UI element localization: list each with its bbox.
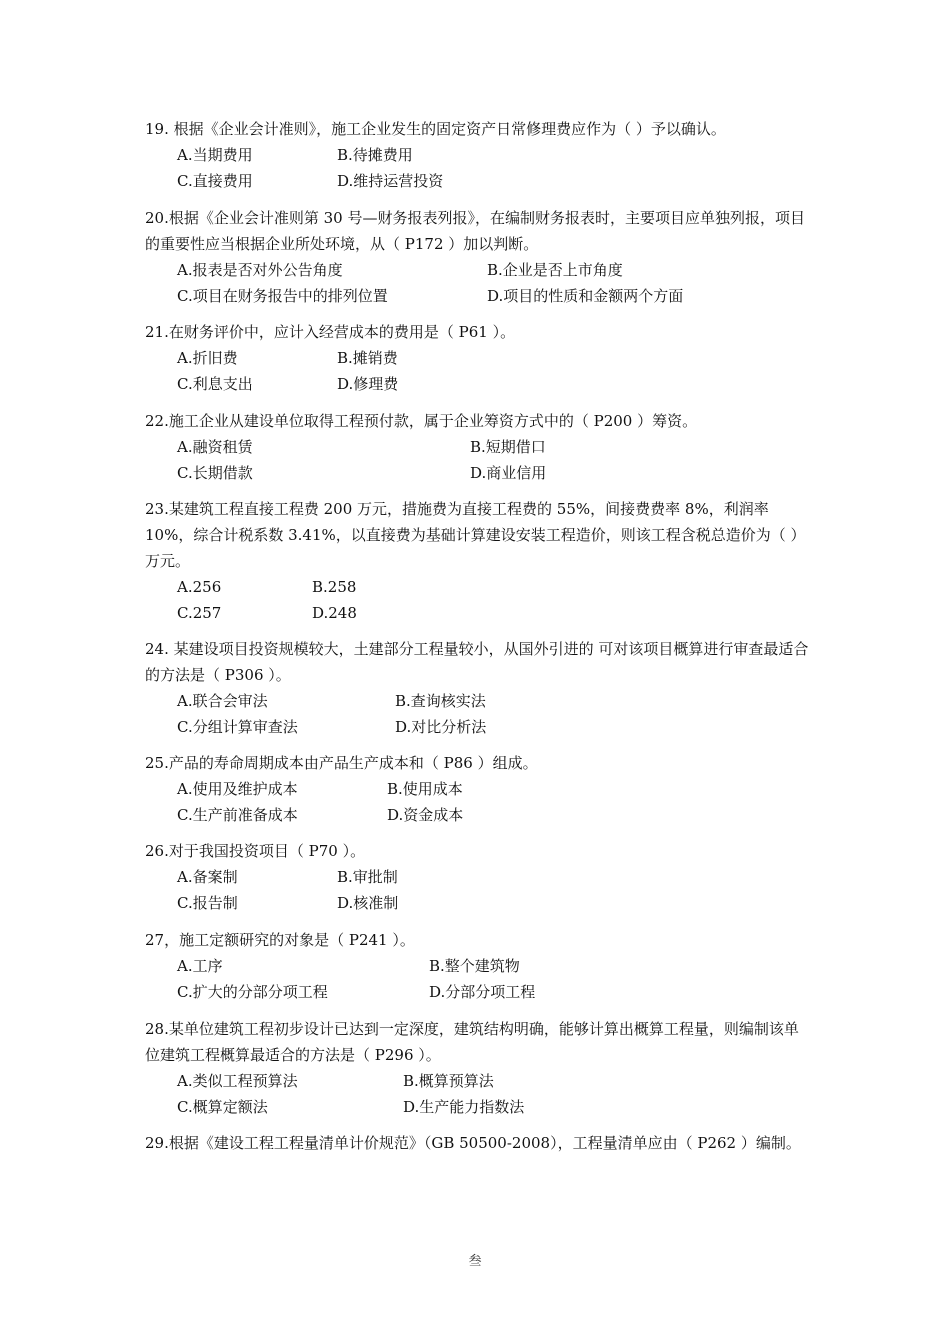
option-c: C.生产前准备成本 (177, 806, 298, 824)
option-d: D.修理费 (337, 375, 399, 393)
options (177, 864, 810, 916)
question-stem: 25.产品的寿命周期成本由产品生产成本和（ P86 ）组成。 (145, 754, 538, 772)
option-c: C.报告制 (177, 894, 238, 912)
option-a: A.报表是否对外公告角度 (177, 261, 343, 279)
question-28 (145, 1016, 810, 1120)
option-c: C.257 (177, 604, 222, 622)
options (177, 345, 810, 397)
question-19 (145, 116, 810, 194)
option-d: D.核准制 (337, 894, 399, 912)
question-stem: 23.某建筑工程直接工程费 200 万元，措施费为直接工程费的 55%，间接费费率 8%，利润率 10%，综合计税系数 3.41%，以直接费为基础计算建设安装工程造价，则该工程含税总造价为（ ）万元。 (145, 500, 806, 570)
option-c: C.分组计算审查法 (177, 718, 298, 736)
option-c: C.扩大的分部分项工程 (177, 983, 328, 1001)
option-b: B.审批制 (337, 868, 398, 886)
option-a: A.使用及维护成本 (177, 780, 298, 798)
option-a: A.折旧费 (177, 349, 238, 367)
options (177, 688, 810, 740)
option-b: B.企业是否上市角度 (487, 261, 623, 279)
option-d: D.248 (312, 604, 357, 622)
option-b: B.258 (312, 578, 357, 596)
options (177, 953, 810, 1005)
question-stem: 24. 某建设项目投资规模较大，土建部分工程量较小，从国外引进的 可对该项目概算进行审查最适合的方法是（ P306 ）。 (145, 640, 809, 684)
option-d: D.对比分析法 (395, 718, 487, 736)
option-b: B.整个建筑物 (429, 957, 520, 975)
option-a: A.工序 (177, 957, 223, 975)
option-b: B.概算预算法 (403, 1072, 494, 1090)
option-b: B.使用成本 (387, 780, 463, 798)
question-25 (145, 750, 810, 828)
question-stem: 28.某单位建筑工程初步设计已达到一定深度，建筑结构明确，能够计算出概算工程量，则编制该单位建筑工程概算最适合的方法是（ P296 ）。 (145, 1020, 799, 1064)
option-d: D.分部分项工程 (429, 983, 536, 1001)
question-24 (145, 636, 810, 740)
question-stem: 26.对于我国投资项目（ P70 ）。 (145, 842, 366, 860)
option-c: C.直接费用 (177, 172, 253, 190)
options (177, 257, 810, 309)
question-stem: 19. 根据《企业会计准则》，施工企业发生的固定资产日常修理费应作为（ ）予以确认。 (145, 120, 726, 138)
page-number: 叁 (468, 1254, 482, 1269)
option-c: C.项目在财务报告中的排列位置 (177, 287, 388, 305)
question-stem: 21.在财务评价中，应计入经营成本的费用是（ P61 ）。 (145, 323, 516, 341)
option-b: B.摊销费 (337, 349, 398, 367)
option-c: C.利息支出 (177, 375, 253, 393)
question-stem: 27，施工定额研究的对象是（ P241 ）。 (145, 931, 415, 949)
question-stem: 20.根据《企业会计准则第 30 号—财务报表列报》，在编制财务报表时，主要项目应单独列报，项目的重要性应当根据企业所处环境，从（ P172 ）加以判断。 (145, 209, 805, 253)
option-b: B.查询核实法 (395, 692, 486, 710)
options (177, 1068, 810, 1120)
question-stem: 29.根据《建设工程工程量清单计价规范》（GB 50500-2008），工程量清单应由（ P262 ）编制。 (145, 1134, 801, 1152)
question-26 (145, 838, 810, 916)
option-d: D.资金成本 (387, 806, 464, 824)
option-a: A.类似工程预算法 (177, 1072, 298, 1090)
question-20 (145, 205, 810, 309)
question-27 (145, 927, 810, 1005)
option-a: A.当期费用 (177, 146, 253, 164)
options (177, 574, 810, 626)
option-d: D.商业信用 (470, 464, 547, 482)
question-stem: 22.施工企业从建设单位取得工程预付款，属于企业筹资方式中的（ P200 ）筹资。 (145, 412, 698, 430)
option-a: A.备案制 (177, 868, 238, 886)
option-a: A.融资租赁 (177, 438, 253, 456)
question-23 (145, 496, 810, 626)
question-22 (145, 408, 810, 486)
option-d: D.项目的性质和金额两个方面 (487, 287, 684, 305)
option-d: D.生产能力指数法 (403, 1098, 525, 1116)
option-d: D.维持运营投资 (337, 172, 444, 190)
question-29 (145, 1130, 810, 1156)
option-a: A.联合会审法 (177, 692, 268, 710)
options (177, 434, 810, 486)
options (177, 776, 810, 828)
options (177, 142, 810, 194)
option-c: C.长期借款 (177, 464, 253, 482)
option-b: B.短期借口 (470, 438, 546, 456)
question-21 (145, 319, 810, 397)
option-c: C.概算定额法 (177, 1098, 268, 1116)
option-b: B.待摊费用 (337, 146, 413, 164)
option-a: A.256 (177, 578, 222, 596)
